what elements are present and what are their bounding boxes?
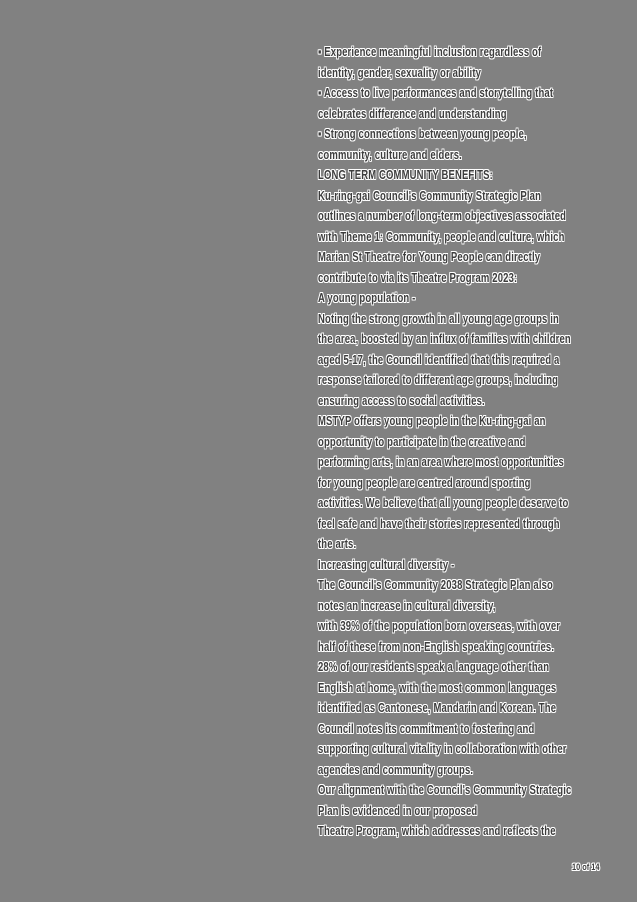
text-line: The Council's Community 2038 Strategic Plan also <box>318 577 553 592</box>
text-line: LONG TERM COMMUNITY BENEFITS: <box>318 167 493 182</box>
text-line: the area, boosted by an influx of families with children <box>318 331 571 346</box>
text-line: with 39% of the population born overseas, with over <box>318 618 561 633</box>
document-text-block <box>318 42 610 842</box>
text-line: identity, gender, sexuality or ability <box>318 64 482 80</box>
text-line: for young people are centred around sporting <box>318 474 531 490</box>
text-line: ▪ Strong connections between young people, <box>318 126 527 141</box>
text-line: the arts. <box>318 536 357 551</box>
text-line: activities. We believe that all young people deserve to <box>318 495 569 510</box>
text-line: performing arts, in an area where most opportunities <box>318 454 564 469</box>
text-line: MSTYP offers young people in the Ku-ring-gai an <box>318 413 546 428</box>
text-line: English at home, with the most common languages <box>318 679 557 695</box>
text-line: half of these from non-English speaking countries. <box>318 638 555 654</box>
text-line: opportunity to participate in the creative and <box>318 433 526 449</box>
text-line: aged 5-17, the Council identified that this required a <box>318 351 560 367</box>
text-line: identified as Cantonese, Mandarin and Korean. The <box>318 700 557 715</box>
text-line: ensuring access to social activities. <box>318 392 485 408</box>
text-line: Increasing cultural diversity - <box>318 556 455 572</box>
text-line: agencies and community groups. <box>318 761 474 777</box>
text-line: notes an increase in cultural diversity, <box>318 597 496 613</box>
text-line: 28% of our residents speak a language other than <box>318 659 550 674</box>
text-line: feel safe and have their stories represented through <box>318 515 560 531</box>
text-line: Ku-ring-gai Council's Community Strategic Plan <box>318 187 542 203</box>
text-line: Marian St Theatre for Young People can directly <box>318 249 541 264</box>
text-line: ▪ Experience meaningful inclusion regardless of <box>318 44 542 59</box>
text-line: outlines a number of long-term objectives associated <box>318 208 567 223</box>
text-line: ▪ Access to live performances and storytelling that <box>318 85 554 100</box>
text-line: community, culture and elders. <box>318 146 462 162</box>
text-line: with Theme 1: Community, people and culture, which <box>318 228 565 244</box>
text-line: supporting cultural vitality in collaboration with other <box>318 741 567 756</box>
text-line: Noting the strong growth in all young age groups in <box>318 310 560 326</box>
text-line: A young population - <box>318 290 416 305</box>
text-line: Council notes its commitment to fostering and <box>318 720 535 736</box>
text-line: response tailored to different age groups, including <box>318 372 559 387</box>
text-line: contribute to via its Theatre Program 2023: <box>318 269 518 285</box>
text-line: Our alignment with the Council's Community Strategic <box>318 782 572 797</box>
text-line: Theatre Program, which addresses and reflects the <box>318 823 556 838</box>
text-line: Plan is evidenced in our proposed <box>318 802 478 818</box>
text-line: celebrates difference and understanding <box>318 105 507 121</box>
page-number-indicator: 10 of 14 <box>572 862 600 872</box>
